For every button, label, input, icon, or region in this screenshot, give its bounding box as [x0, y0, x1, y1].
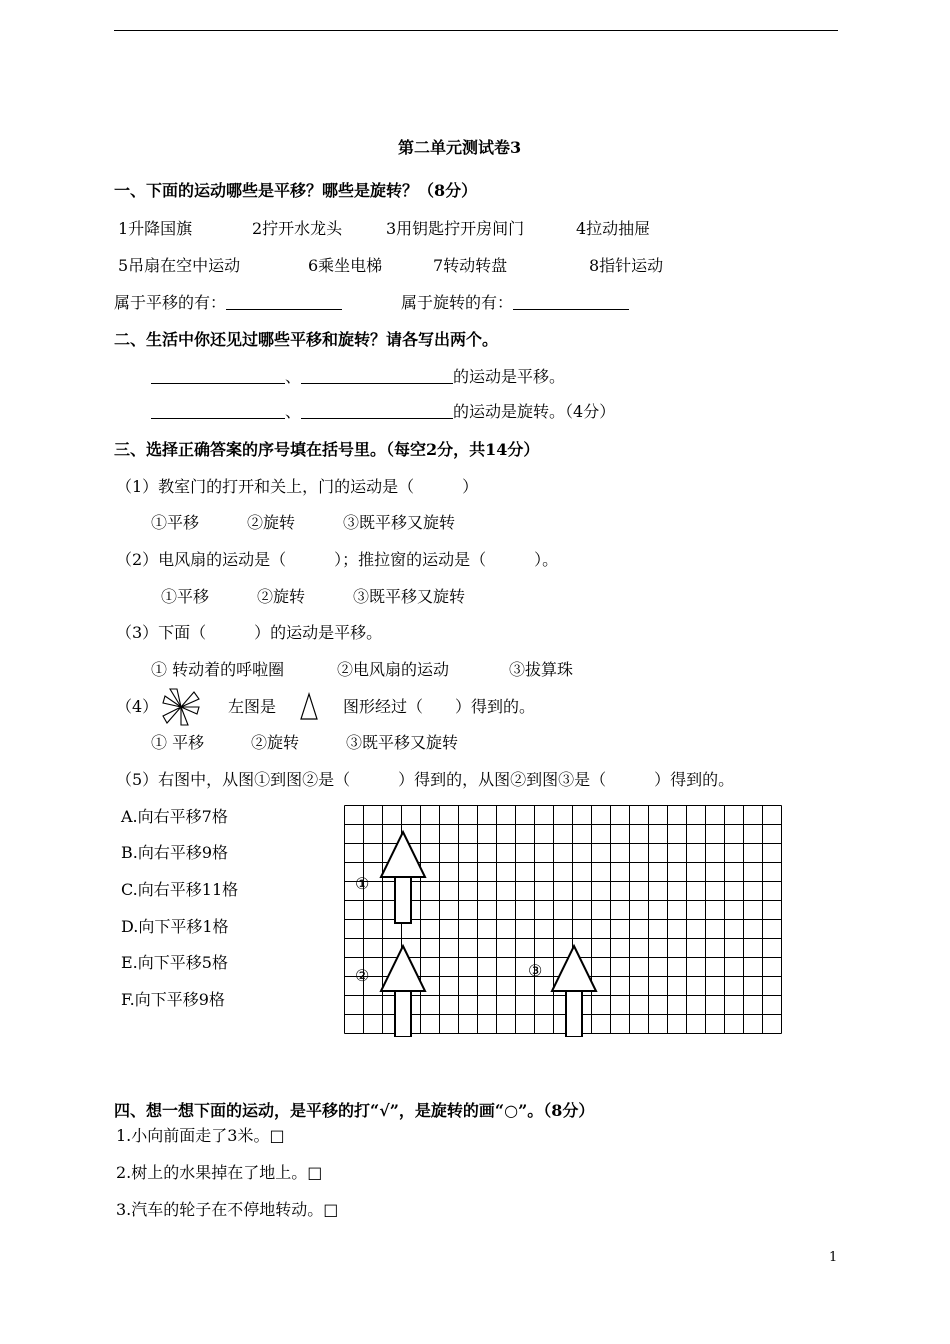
s2-blank-1a[interactable]	[151, 367, 285, 384]
q5-option-d: D.向下平移1格	[121, 917, 229, 936]
q2-text: （2）电风扇的运动是（ ）；推拉窗的运动是（ ）。	[116, 550, 559, 569]
s2-line-2	[151, 402, 615, 422]
arrow-figure-1	[381, 832, 425, 923]
q2-option-1: ①平移	[161, 587, 210, 606]
translation-grid	[344, 805, 790, 1037]
s4-item-2: 2.树上的水果掉在了地上。□	[116, 1163, 323, 1182]
s2-line-1-suffix: 的运动是平移。	[453, 367, 566, 386]
q4-text-b: 图形经过（ ）得到的。	[343, 697, 536, 716]
q1-option-1: ①平移	[151, 513, 200, 532]
s2-blank-2b[interactable]	[301, 402, 453, 419]
q4-option-2: ②旋转	[251, 733, 300, 752]
section-2-heading: 二、生活中你还见过哪些平移和旋转？请各写出两个。	[114, 330, 499, 349]
grid-label-2: ②	[355, 966, 370, 985]
s2-separator: 、	[285, 402, 302, 421]
page-number: 1	[829, 1250, 838, 1265]
s1-item-7: 7转动转盘	[433, 256, 508, 275]
q2-option-2: ②旋转	[257, 587, 306, 606]
section-1-heading: 一、下面的运动哪些是平移？哪些是旋转？（8分）	[114, 181, 478, 200]
translation-label: 属于平移的有：	[114, 293, 227, 312]
q3-option-3: ③拔算珠	[509, 660, 574, 679]
q3-option-1: ① 转动着的呼啦圈	[151, 660, 285, 679]
q1-text: （1）教室门的打开和关上，门的运动是（ ）	[116, 477, 479, 496]
s2-blank-1b[interactable]	[301, 367, 453, 384]
rotation-answer-row	[401, 293, 629, 313]
s1-item-3: 3用钥匙拧开房间门	[386, 219, 525, 238]
q5-option-a: A.向右平移7格	[121, 807, 228, 826]
section-4-heading: 四、想一想下面的运动，是平移的打“√”，是旋转的画“○”。（8分）	[114, 1101, 595, 1120]
q5-option-c: C.向右平移11格	[121, 880, 239, 899]
translation-answer-row	[114, 293, 342, 313]
pinwheel-figure-icon	[160, 686, 202, 728]
header-rule	[114, 30, 838, 31]
s4-item-1: 1.小向前面走了3米。□	[116, 1126, 285, 1145]
s1-item-2: 2拧开水龙头	[252, 219, 343, 238]
triangle-figure-icon	[298, 692, 320, 722]
page-title: 第二单元测试卷3	[398, 138, 522, 157]
grid-label-1: ①	[355, 874, 370, 893]
q4-option-3: ③既平移又旋转	[346, 733, 459, 752]
q5-option-e: E.向下平移5格	[121, 953, 228, 972]
grid-label-3: ③	[528, 961, 543, 980]
s1-item-8: 8指针运动	[589, 256, 664, 275]
s1-item-6: 6乘坐电梯	[308, 256, 383, 275]
arrow-figure-2	[381, 946, 425, 1037]
arrow-figure-3	[552, 946, 596, 1037]
rotation-blank[interactable]	[513, 293, 629, 310]
s1-item-1: 1升降国旗	[118, 219, 193, 238]
s1-item-5: 5吊扇在空中运动	[118, 256, 241, 275]
q5-text: （5）右图中，从图①到图②是（ ）得到的，从图②到图③是（ ）得到的。	[116, 770, 735, 789]
translation-blank[interactable]	[226, 293, 342, 310]
q1-option-3: ③既平移又旋转	[343, 513, 456, 532]
q4-number: （4）	[116, 697, 159, 716]
s4-item-3: 3.汽车的轮子在不停地转动。□	[116, 1200, 339, 1219]
section-3-heading: 三、选择正确答案的序号填在括号里。（每空2分，共14分）	[114, 440, 540, 459]
q2-option-3: ③既平移又旋转	[353, 587, 466, 606]
q4-option-1: ① 平移	[151, 733, 205, 752]
rotation-label: 属于旋转的有：	[401, 293, 514, 312]
s1-item-4: 4拉动抽屉	[576, 219, 651, 238]
q3-option-2: ②电风扇的运动	[337, 660, 450, 679]
s2-line-1	[151, 367, 565, 387]
q5-option-f: F.向下平移9格	[121, 990, 225, 1009]
s2-separator: 、	[285, 367, 302, 386]
q5-option-b: B.向右平移9格	[121, 843, 229, 862]
s2-line-2-suffix: 的运动是旋转。（4分）	[453, 402, 616, 421]
q4-text-a: 左图是	[228, 697, 277, 716]
q1-option-2: ②旋转	[247, 513, 296, 532]
q3-text: （3）下面（ ）的运动是平移。	[116, 623, 383, 642]
s2-blank-2a[interactable]	[151, 402, 285, 419]
